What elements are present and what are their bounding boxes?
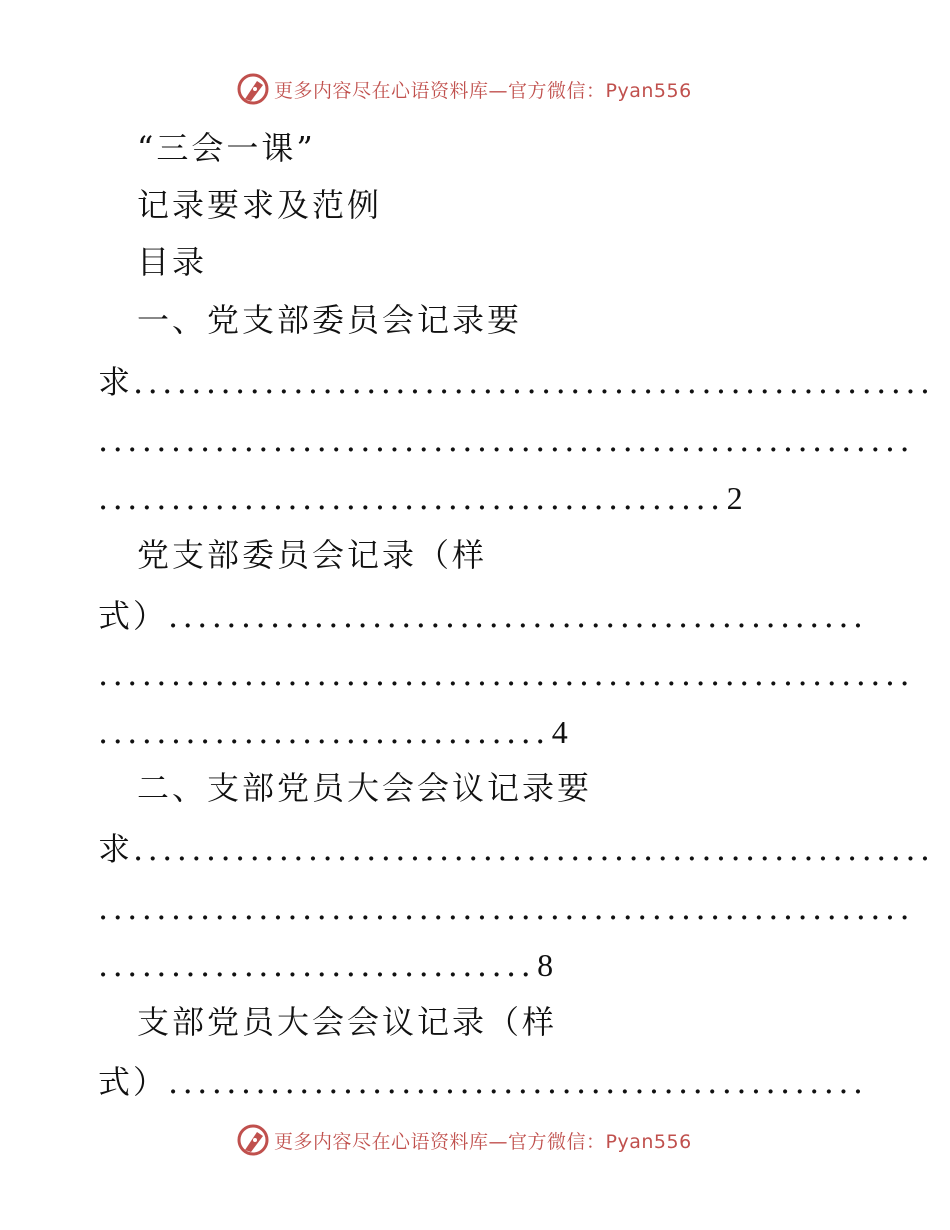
toc-entry-2-page: 4 (551, 714, 568, 750)
toc-leader-dots: ........................................................ (98, 889, 915, 927)
toc-entry-1-line4 (98, 478, 743, 518)
toc-entry-1-label: 一、党支部委员会记录要 (137, 301, 523, 339)
toc-entry-4-label-cont: 式） (98, 1063, 169, 1101)
toc-entry-3-page: 8 (537, 947, 554, 983)
watermark-footer (236, 1123, 692, 1157)
toc-entry-2-label: 党支部委员会记录（样 (137, 536, 488, 574)
toc-entry-2-line2 (98, 596, 867, 636)
toc-leader-dots: .............................. (98, 946, 536, 984)
toc-leader-dots: ....................................................... (133, 830, 935, 868)
toc-entry-4-label: 支部党员大会会议记录（样 (137, 1003, 558, 1041)
toc-entry-4-line2 (98, 1062, 867, 1102)
toc-heading: 目录 (137, 243, 208, 281)
toc-leader-dots: ............................... (98, 713, 550, 751)
title-line-2: 记录要求及范例 (137, 186, 383, 224)
toc-leader-dots: ................................................ (168, 597, 868, 635)
watermark-header (236, 72, 692, 106)
toc-entry-1-label-cont: 求 (98, 363, 134, 401)
toc-leader-dots: ........................................... (98, 479, 725, 517)
watermark-text: 更多内容尽在心语资料库—官方微信：Pyan556 (274, 1130, 692, 1153)
toc-entry-3-label-cont: 求 (98, 830, 134, 868)
toc-leader-dots: ........................................................ (98, 421, 915, 459)
toc-leader-dots: ........................................................ (98, 655, 915, 693)
toc-entry-2-label-cont: 式） (98, 597, 169, 635)
toc-entry-1-page: 2 (726, 480, 743, 516)
pen-nib-logo-icon (236, 1123, 270, 1157)
watermark-text: 更多内容尽在心语资料库—官方微信：Pyan556 (274, 79, 692, 102)
toc-entry-1-line2 (98, 362, 934, 402)
toc-entry-3-line4 (98, 945, 553, 985)
toc-leader-dots: ....................................................... (133, 363, 935, 401)
toc-entry-2-line4 (98, 712, 568, 752)
toc-leader-dots: ................................................ (168, 1063, 868, 1101)
toc-entry-3-label: 二、支部党员大会会议记录要 (137, 769, 593, 807)
pen-nib-logo-icon (236, 72, 270, 106)
toc-entry-3-line2 (98, 829, 934, 869)
title-line-1: “三会一课” (137, 129, 316, 167)
